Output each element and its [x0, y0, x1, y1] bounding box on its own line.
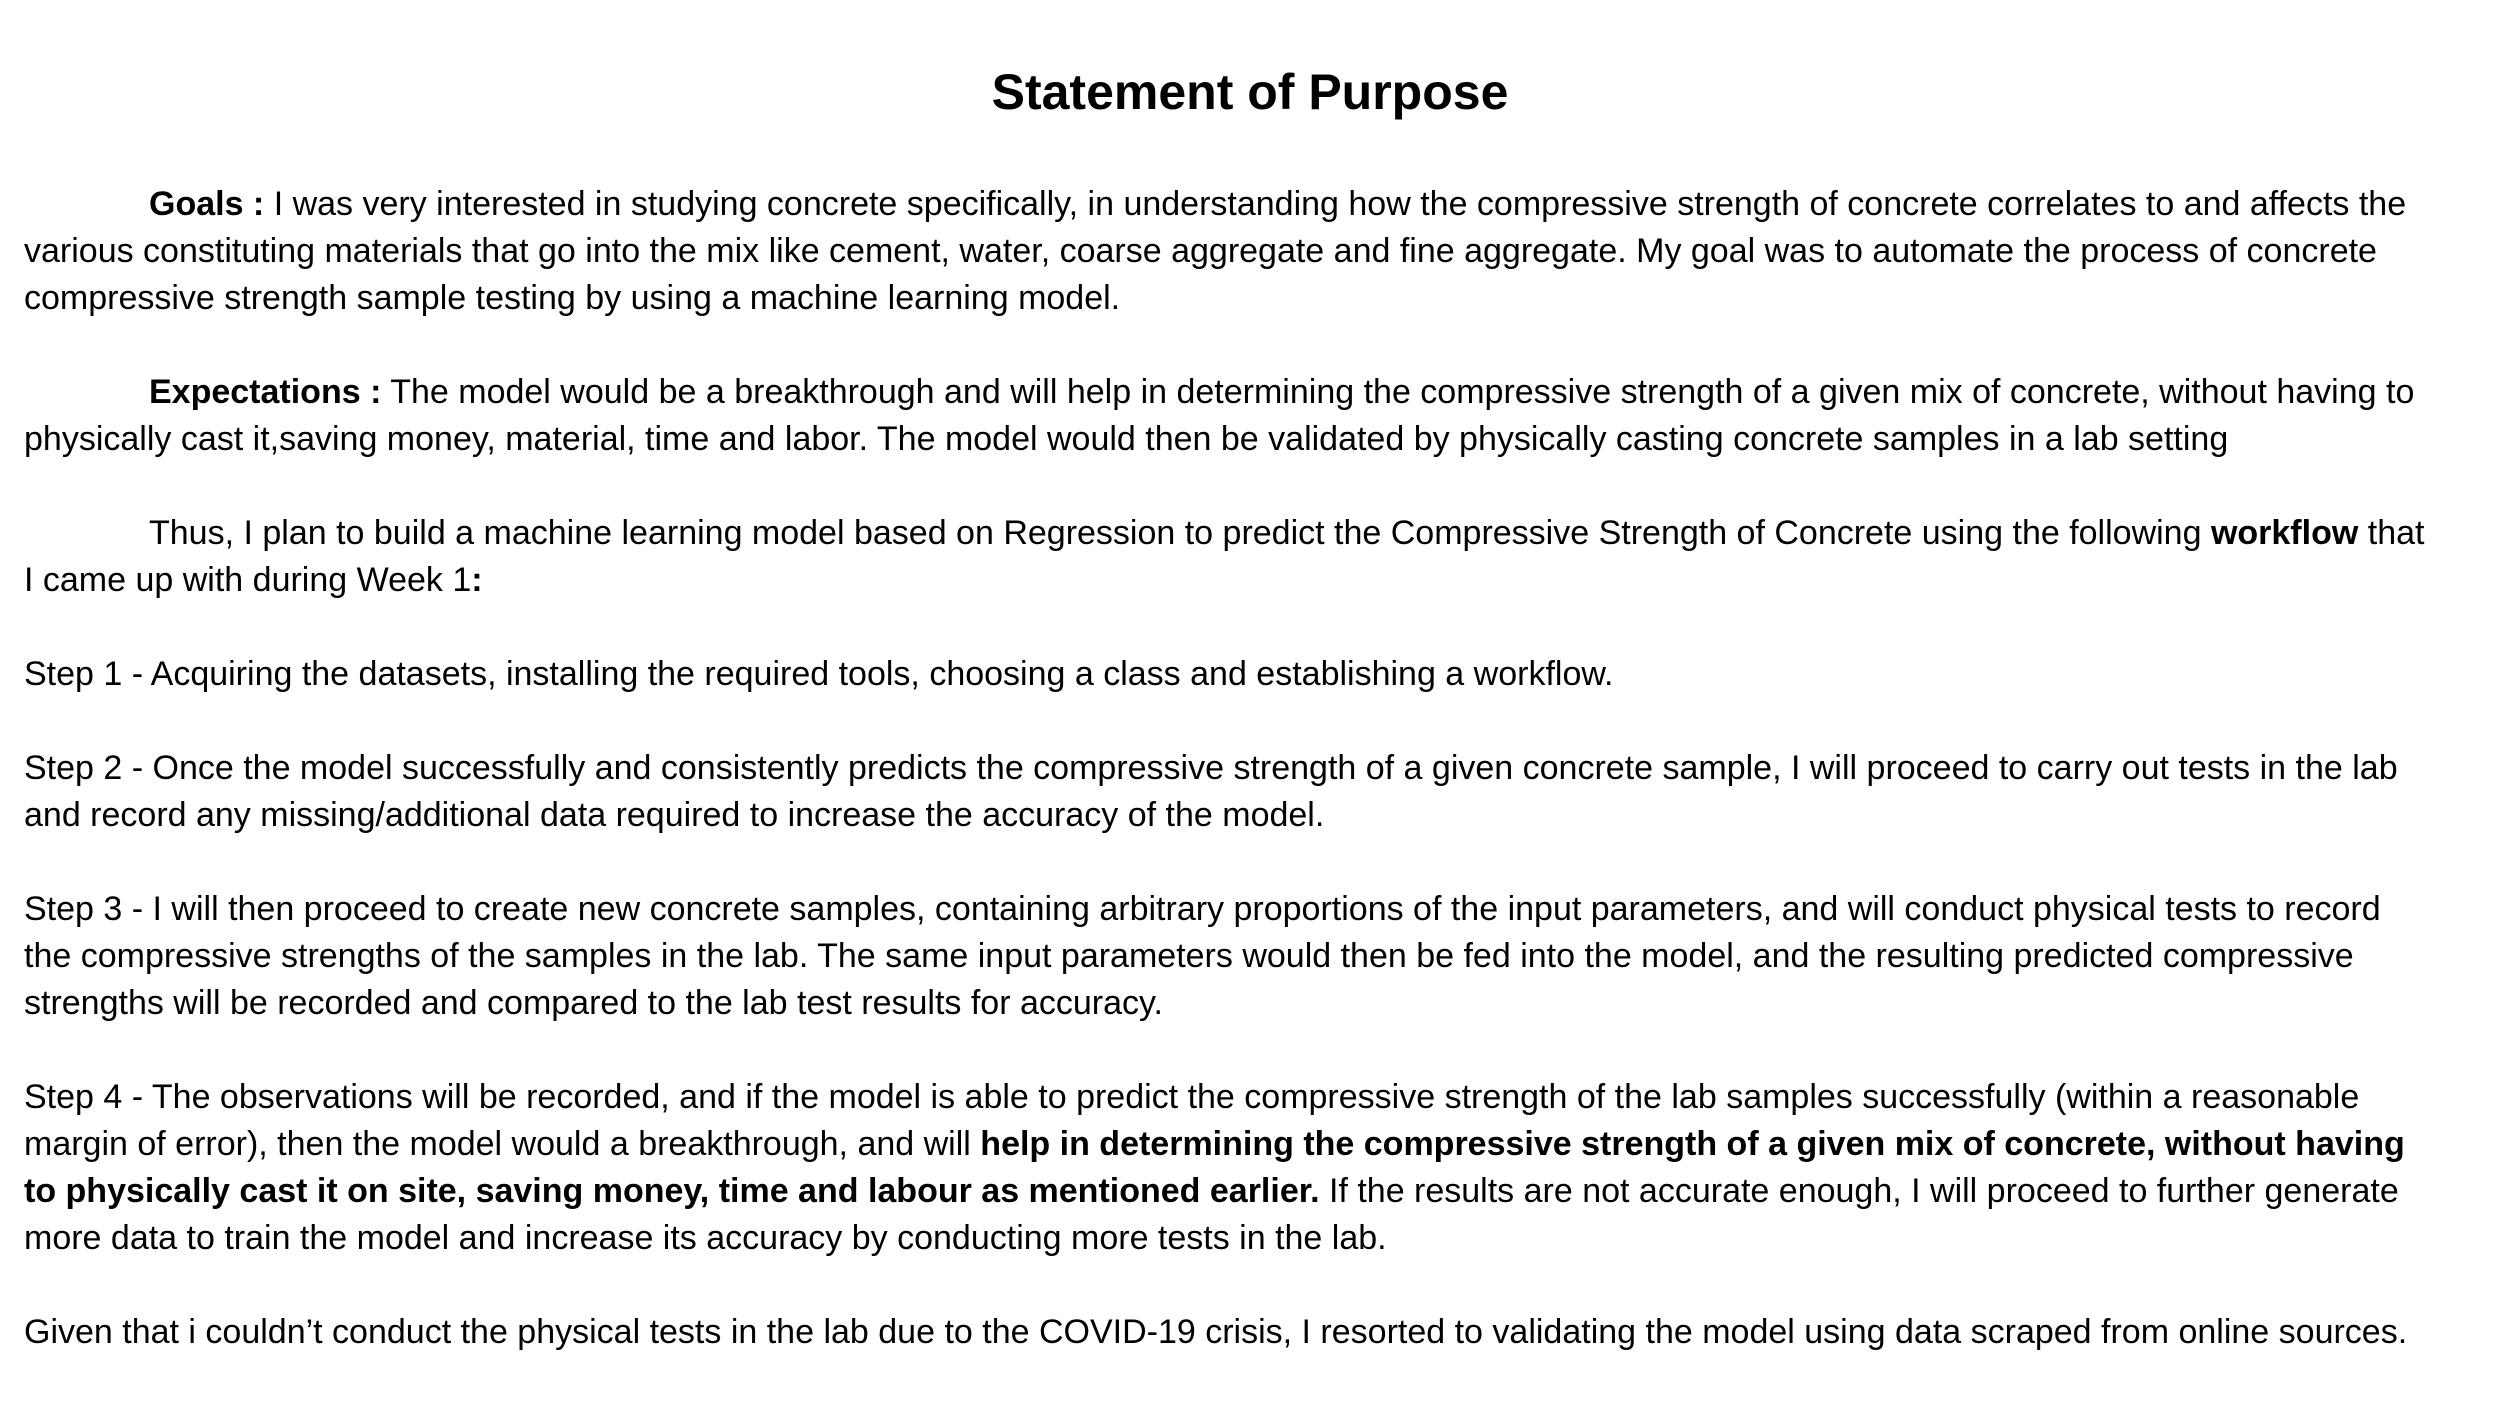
- step-4-emphasis-2: to physically cast it on site, saving money, time and labour as mentioned earlier.: [24, 1172, 1320, 1210]
- conclusion-line: Given that i couldn’t conduct the physical tests in the lab due to the COVID-19 crisis, I resorted to validating the model using data scraped from online sources.: [24, 1313, 2408, 1351]
- plan-line-1: [24, 510, 2484, 557]
- step-4-emphasis-1: help in determining the compressive strength of a given mix of concrete, without having: [980, 1125, 2405, 1163]
- step-4-line-3: [24, 1168, 2484, 1215]
- plan-colon: :: [471, 561, 483, 599]
- step-2-line-1: Step 2 - Once the model successfully and consistently predicts the compressive strength of a given concrete sample, I will proceed to carry out tests in the lab: [24, 749, 2398, 787]
- goals-label: Goals :: [149, 185, 265, 223]
- conclusion-paragraph: [24, 1309, 2484, 1356]
- step-3-line-1: Step 3 - I will then proceed to create new concrete samples, containing arbitrary proportions of the input parameters, and will conduct physical tests to record: [24, 890, 2381, 928]
- expectations-line-1: [24, 369, 2484, 416]
- plan-line-2: [24, 557, 2484, 604]
- step-3-line-2: the compressive strengths of the samples in the lab. The same input parameters would then be fed into the model, and the resulting predicted compressive: [24, 937, 2354, 975]
- goals-paragraph: [24, 181, 2484, 322]
- step-4-line-2: [24, 1121, 2484, 1168]
- goals-line-3: compressive strength sample testing by using a machine learning model.: [24, 279, 1121, 317]
- goals-line-1: [24, 181, 2484, 228]
- expectations-line-2: physically cast it,saving money, material, time and labor. The model would then be validated by physically casting concrete samples in a lab setting: [24, 420, 2229, 458]
- step-4-line-1: Step 4 - The observations will be recorded, and if the model is able to predict the compressive strength of the lab samples successfully (within a reasonable: [24, 1078, 2360, 1116]
- plan-text-1: Thus, I plan to build a machine learning model based on Regression to predict the Compressive Strength of Concrete using the following: [149, 514, 2211, 552]
- expectations-paragraph: [24, 369, 2484, 463]
- step-2-paragraph: [24, 745, 2484, 839]
- step-1-paragraph: [24, 651, 2484, 698]
- goals-text-1: I was very interested in studying concrete specifically, in understanding how the compressive strength of concrete correlates to and affects the: [264, 185, 2407, 223]
- step-4-text-3: If the results are not accurate enough, I will proceed to further generate: [1319, 1172, 2399, 1210]
- page-title: Statement of Purpose: [991, 64, 1509, 120]
- expectations-text-1: The model would be a breakthrough and will help in determining the compressive strength of a given mix of concrete, without having to: [381, 373, 2415, 411]
- plan-text-1-end: that: [2358, 514, 2425, 552]
- goals-line-2: various constituting materials that go into the mix like cement, water, coarse aggregate and fine aggregate. My goal was to automate the process of concrete: [24, 232, 2377, 270]
- plan-paragraph: [24, 510, 2484, 604]
- step-4-line-4: more data to train the model and increase its accuracy by conducting more tests in the lab.: [24, 1219, 1387, 1257]
- step-2-line-2: and record any missing/additional data required to increase the accuracy of the model.: [24, 796, 1325, 834]
- document-body: [24, 181, 2484, 1403]
- step-1-line-1: Step 1 - Acquiring the datasets, installing the required tools, choosing a class and establishing a workflow.: [24, 655, 1614, 693]
- expectations-label: Expectations :: [149, 373, 382, 411]
- plan-workflow-keyword: workflow: [2210, 514, 2359, 552]
- plan-text-2: I came up with during Week 1: [24, 561, 472, 599]
- step-3-paragraph: [24, 886, 2484, 1027]
- step-4-paragraph: [24, 1074, 2484, 1262]
- step-4-text-2: margin of error), then the model would a breakthrough, and will: [24, 1125, 981, 1163]
- step-3-line-3: strengths will be recorded and compared to the lab test results for accuracy.: [24, 984, 1163, 1022]
